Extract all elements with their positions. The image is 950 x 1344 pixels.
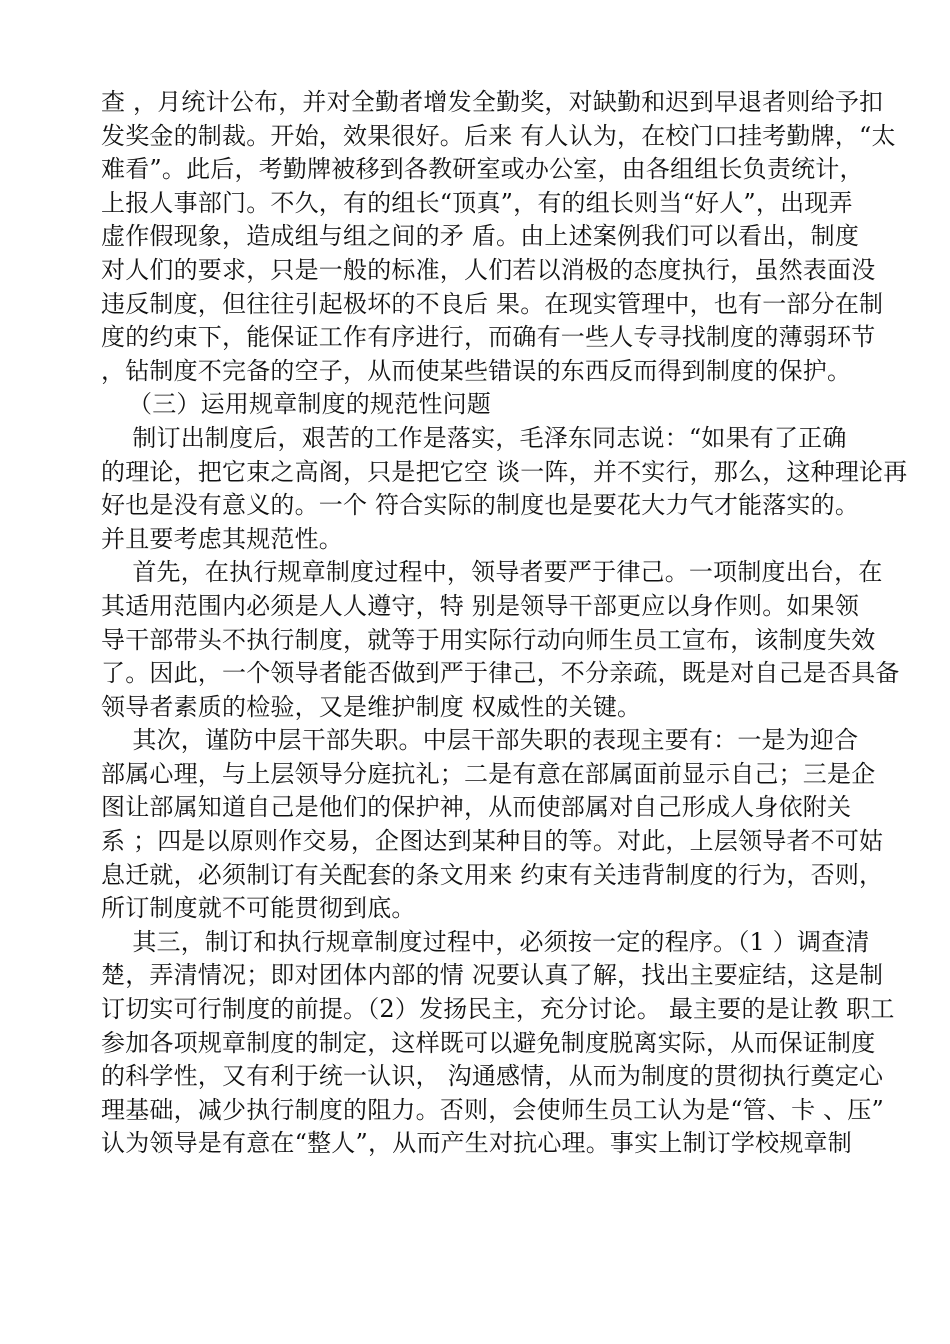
paragraph-line: 导干部带头不执行制度，就等于用实际行动向师生员工宣布，该制度失效 xyxy=(101,625,876,654)
paragraph-line: 的科学性，又有利于统一认识， 沟通感情，从而为制度的贯彻执行奠定心 xyxy=(101,1062,884,1091)
paragraph-line: 难看”。此后，考勤牌被移到各教研室或办公室，由各组组长负责统计， xyxy=(101,155,864,184)
paragraph-line: 图让部属知道自己是他们的保护神，从而使部属对自己形成人身依附关 xyxy=(101,793,852,822)
paragraph-line: 参加各项规章制度的制定，这样既可以避免制度脱离实际，从而保证制度 xyxy=(101,1028,876,1057)
paragraph-line: 所订制度就不可能贯彻到底。 xyxy=(101,894,416,923)
paragraph-line: 领导者素质的检验，又是维护制度 权威性的关键。 xyxy=(101,692,642,721)
paragraph-line: 系 ；四是以原则作交易，企图达到某种目的等。对此，上层领导者不可姑 xyxy=(101,827,884,856)
paragraph-line: 违反制度，但往往引起极坏的不良后 果。在现实管理中，也有一部分在制 xyxy=(101,289,884,318)
paragraph-line: 理基础，减少执行制度的阻力。否则，会使师生员工认为是“管、卡 、压” xyxy=(101,1095,884,1124)
paragraph-line: 认为领导是有意在“整人”，从而产生对抗心理。事实上制订学校规章制 xyxy=(101,1129,852,1158)
paragraph-line: 虚作假现象，造成组与组之间的矛 盾。由上述案例我们可以看出，制度 xyxy=(101,222,860,251)
paragraph-line: 发奖金的制裁。开始，效果很好。后来 有人认为，在校门口挂考勤牌，“太 xyxy=(101,121,896,150)
section-heading: （三）运用规章制度的规范性问题 xyxy=(128,390,491,419)
paragraph-line: 首先，在执行规章制度过程中，领导者要严于律己。一项制度出台，在 xyxy=(101,558,883,587)
paragraph-line: 好也是没有意义的。一个 符合实际的制度也是要花大力气才能落实的。 xyxy=(101,491,860,520)
paragraph-line: 上报人事部门。不久，有的组长“顶真”，有的组长则当“好人”，出现弄 xyxy=(101,188,853,217)
paragraph-line: 的理论，把它束之高阁，只是把它空 谈一阵，并不实行，那么，这种理论再 xyxy=(101,457,908,486)
paragraph-line: 并且要考虑其规范性。 xyxy=(101,524,343,553)
paragraph-line: 制订出制度后，艰苦的工作是落实，毛泽东同志说：“如果有了正确 xyxy=(101,423,847,452)
paragraph-line: 楚，弄清情况；即对团体内部的情 况要认真了解，找出主要症结，这是制 xyxy=(101,961,884,990)
paragraph-line: 查 ，月统计公布，并对全勤者增发全勤奖，对缺勤和迟到早退者则给予扣 xyxy=(101,88,884,116)
paragraph-line: ，钻制度不完备的空子，从而使某些错误的东西反而得到制度的保护。 xyxy=(101,356,852,385)
document-body xyxy=(101,86,908,1161)
paragraph-line: 其适用范围内必须是人人遵守，特 别是领导干部更应以身作则。如果领 xyxy=(101,591,860,620)
paragraph-line: 度的约束下，能保证工作有序进行，而确有一些人专寻找制度的薄弱环节 xyxy=(101,323,876,352)
paragraph-line: 其次，谨防中层干部失职。中层干部失职的表现主要有：一是为迎合 xyxy=(101,726,859,755)
paragraph-line: 息迁就，必须制订有关配套的条文用来 约束有关违背制度的行为，否则， xyxy=(101,860,884,889)
paragraph-line: 对人们的要求，只是一般的标准，人们若以消极的态度执行，虽然表面没 xyxy=(101,255,876,284)
paragraph-line: 部属心理，与上层领导分庭抗礼；二是有意在部属面前显示自己；三是企 xyxy=(101,759,876,788)
paragraph-line: 订切实可行制度的前提。（2）发扬民主，充分讨论。 最主要的是让教 职工 xyxy=(101,995,895,1024)
paragraph-line: 了。因此，一个领导者能否做到严于律己，不分亲疏，既是对自己是否具备 xyxy=(101,659,900,688)
paragraph-line: 其三，制订和执行规章制度过程中，必须按一定的程序。（1 ）调查清 xyxy=(101,927,870,956)
